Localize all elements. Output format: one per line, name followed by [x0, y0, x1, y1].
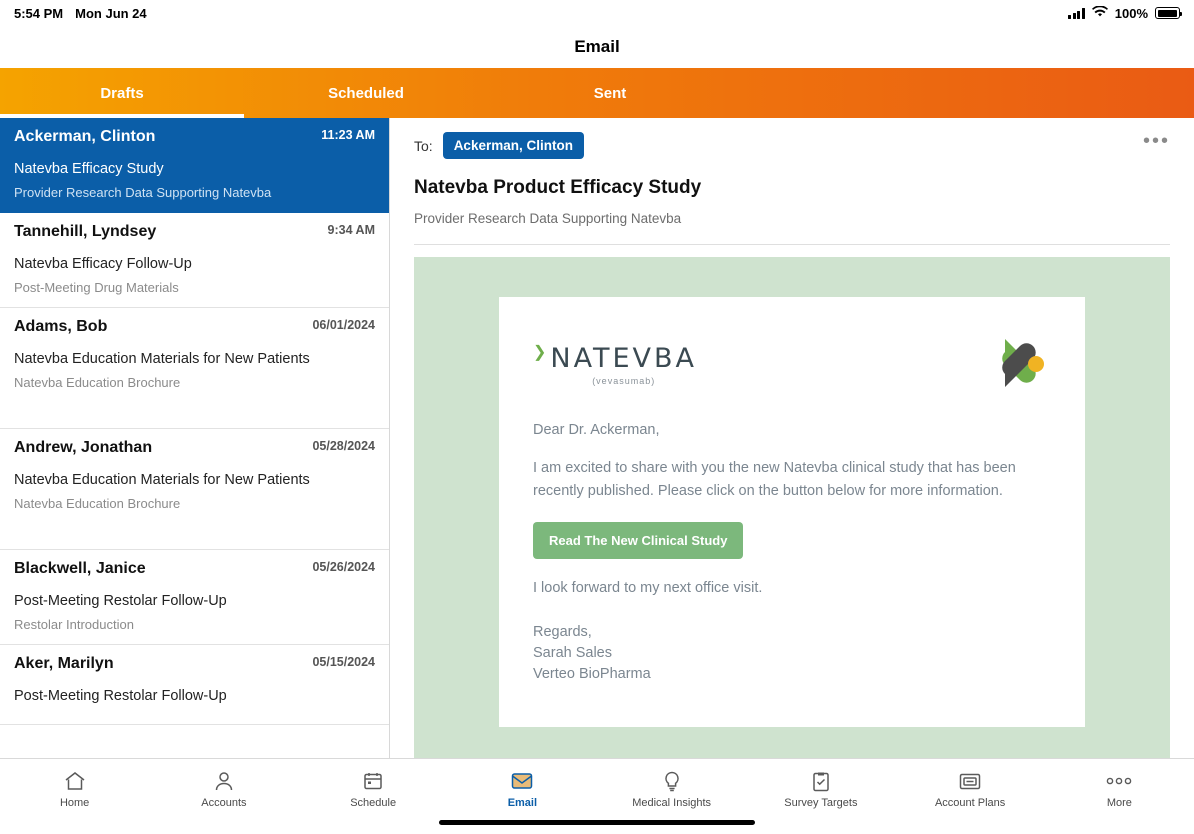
list-item[interactable]	[0, 118, 389, 213]
brand-name: NATEVBA	[550, 342, 697, 374]
nav-item-email[interactable]	[448, 770, 597, 809]
nav-item-survey-targets[interactable]	[746, 770, 895, 809]
lightbulb-icon	[663, 770, 681, 792]
list-item-name: Tannehill, Lyndsey	[14, 223, 157, 240]
tab-sent[interactable]	[488, 68, 732, 118]
list-item-subject: Post-Meeting Restolar Follow-Up	[14, 688, 227, 704]
email-description: Provider Research Data Supporting Natevba	[414, 211, 1170, 245]
letter-signoff: Regards,	[533, 623, 592, 640]
nav-label-medical-insights: Medical Insights	[632, 797, 712, 809]
more-options-icon[interactable]: •••	[1142, 130, 1170, 152]
nav-item-account-plans[interactable]	[896, 770, 1045, 809]
tab-bar	[0, 68, 1194, 118]
nav-label-more: More	[1106, 797, 1132, 809]
tab-drafts[interactable]	[0, 68, 244, 118]
list-item[interactable]	[0, 645, 389, 725]
letter-header	[533, 327, 1051, 401]
list-item-subject: Natevba Efficacy Study	[14, 161, 164, 177]
to-label: To:	[414, 137, 433, 154]
battery-percent-label: 100%	[1114, 5, 1148, 21]
email-letter	[499, 297, 1085, 727]
list-item-preview: Provider Research Data Supporting Natevba	[14, 185, 272, 200]
person-icon	[214, 770, 234, 792]
tab-scheduled[interactable]	[244, 68, 488, 118]
email-icon	[511, 770, 533, 792]
list-item-subject: Post-Meeting Restolar Follow-Up	[14, 593, 227, 609]
list-item[interactable]	[0, 213, 389, 308]
list-item[interactable]	[0, 308, 389, 429]
letter-closing-line: I look forward to my next office visit.	[533, 580, 763, 597]
letter-greeting: Dear Dr. Ackerman,	[533, 422, 660, 438]
bottom-navigation	[0, 758, 1194, 820]
brand-generic-name: (vevasumab)	[592, 375, 656, 386]
nav-item-home[interactable]	[0, 770, 149, 809]
list-item-name: Andrew, Jonathan	[14, 439, 153, 456]
home-icon	[64, 770, 86, 792]
nav-item-medical-insights[interactable]	[597, 770, 746, 809]
read-clinical-study-button[interactable]: Read The New Clinical Study	[533, 522, 743, 559]
list-item[interactable]	[0, 429, 389, 550]
verteo-logo-icon	[989, 331, 1051, 398]
list-item-time: 05/28/2024	[312, 439, 375, 453]
calendar-icon	[363, 770, 383, 792]
status-date: Mon Jun 24	[75, 5, 147, 21]
list-item-preview: Restolar Introduction	[14, 617, 134, 632]
status-time: 5:54 PM	[14, 5, 64, 21]
wifi-icon	[1092, 6, 1108, 21]
list-item-time: 06/01/2024	[312, 318, 375, 332]
tab-sent-label: Sent	[593, 84, 627, 102]
email-subject: Natevba Product Efficacy Study	[414, 177, 702, 198]
list-item-subject: Natevba Efficacy Follow-Up	[14, 256, 192, 272]
list-item-name: Blackwell, Janice	[14, 560, 146, 577]
letter-body: I am excited to share with you the new Natevba clinical study that has been recently published. Please click on the button below for more information.	[533, 460, 1016, 499]
nav-label-account-plans: Account Plans	[934, 797, 1006, 809]
list-item-preview: Post-Meeting Drug Materials	[14, 280, 179, 295]
nav-label-email: Email	[507, 797, 538, 809]
recipient-chip[interactable]: Ackerman, Clinton	[443, 132, 584, 159]
letter-sender-name: Sarah Sales	[533, 644, 612, 661]
tab-drafts-label: Drafts	[100, 84, 144, 102]
email-detail	[390, 118, 1194, 758]
brand-tick-icon: ❯	[533, 343, 547, 361]
letter-sender-company: Verteo BioPharma	[533, 665, 651, 682]
recipient-row	[414, 132, 1170, 159]
page-title-bar	[0, 26, 1194, 68]
list-item-name: Adams, Bob	[14, 318, 108, 335]
list-item-subject: Natevba Education Materials for New Patients	[14, 351, 310, 367]
cellular-signal-icon	[1068, 8, 1085, 19]
plan-icon	[959, 770, 981, 792]
status-bar	[0, 0, 1194, 26]
email-preview-pane	[414, 257, 1170, 758]
list-item-preview: Natevba Education Brochure	[14, 496, 181, 511]
more-dots-icon	[1106, 770, 1132, 792]
list-item-name: Aker, Marilyn	[14, 655, 114, 672]
tab-scheduled-label: Scheduled	[328, 84, 404, 102]
nav-label-accounts: Accounts	[201, 797, 247, 809]
nav-label-survey-targets: Survey Targets	[784, 797, 858, 809]
list-item-name: Ackerman, Clinton	[14, 128, 156, 145]
natevba-logo	[533, 343, 697, 386]
list-item-time: 05/26/2024	[312, 560, 375, 574]
page-title: Email	[574, 37, 620, 56]
list-item-time: 9:34 AM	[327, 223, 375, 237]
nav-item-schedule[interactable]	[299, 770, 448, 809]
clipboard-check-icon	[812, 770, 830, 792]
nav-label-schedule: Schedule	[350, 797, 397, 809]
battery-icon	[1155, 7, 1180, 19]
list-item-time: 05/15/2024	[312, 655, 375, 669]
email-detail-header	[390, 118, 1194, 245]
status-bar-right	[1068, 6, 1180, 21]
nav-label-home: Home	[59, 797, 90, 809]
nav-item-more[interactable]	[1045, 770, 1194, 809]
nav-item-accounts[interactable]	[149, 770, 298, 809]
list-item-time: 11:23 AM	[321, 128, 375, 142]
home-indicator[interactable]	[0, 820, 1194, 834]
list-item[interactable]	[0, 550, 389, 645]
list-item-subject: Natevba Education Materials for New Patients	[14, 472, 310, 488]
letter-signature	[533, 622, 1051, 685]
main-content	[0, 118, 1194, 758]
email-list[interactable]	[0, 118, 390, 758]
list-item-preview: Natevba Education Brochure	[14, 375, 181, 390]
status-bar-left	[14, 6, 147, 21]
